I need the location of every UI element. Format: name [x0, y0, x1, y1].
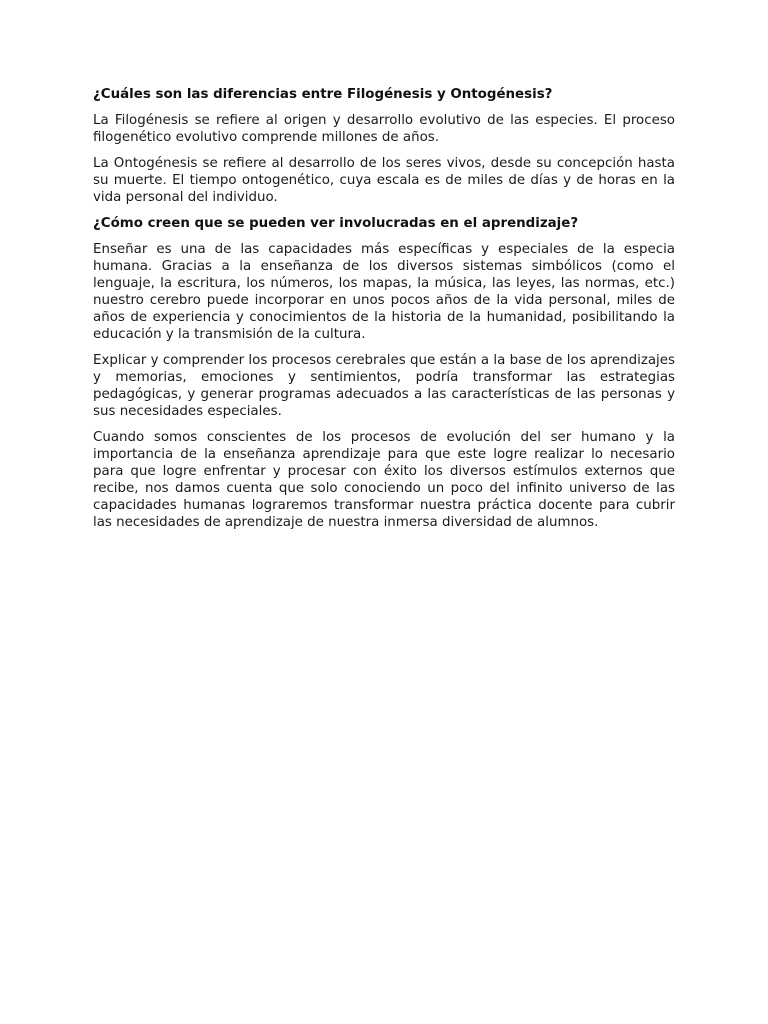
section-heading-differences: ¿Cuáles son las diferencias entre Filogénesis y Ontogénesis?: [93, 87, 553, 102]
paragraph-teaching: Enseñar es una de las capacidades más específicas y especiales de la especia humana. Gracias a la enseñanza de los diversos sistemas simbólicos (como el lenguaje, la escritura, los números, los mapas, la música, las leyes, las normas, etc.) nuestro cerebro puede incorporar en unos pocos años de la vida personal, miles de años de experiencia y conocimientos de la historia de la humanidad, posibilitando la educación y la transmisión de la cultura.: [93, 242, 675, 342]
document-body: [93, 86, 675, 540]
paragraph-brain-processes: Explicar y comprender los procesos cerebrales que están a la base de los aprendizajes y memorias, emociones y sentimientos, podría transformar las estrategias pedagógicas, y generar programas adecuados a las características de las personas y sus necesidades especiales.: [93, 353, 675, 419]
paragraph-filogenesis: La Filogénesis se refiere al origen y desarrollo evolutivo de las especies. El proceso filogenético evolutivo comprende millones de años.: [93, 113, 675, 145]
section-heading-learning: ¿Cómo creen que se pueden ver involucradas en el aprendizaje?: [93, 216, 579, 231]
paragraph-conclusion: Cuando somos conscientes de los procesos de evolución del ser humano y la importancia de la enseñanza aprendizaje para que este logre realizar lo necesario para que logre enfrentar y procesar con éxito los diversos estímulos externos que recibe, nos damos cuenta que solo conociendo un poco del infinito universo de las capacidades humanas lograremos transformar nuestra práctica docente para cubrir las necesidades de aprendizaje de nuestra inmersa diversidad de alumnos.: [93, 430, 675, 530]
paragraph-ontogenesis: La Ontogénesis se refiere al desarrollo de los seres vivos, desde su concepción hasta su muerte. El tiempo ontogenético, cuya escala es de miles de días y de horas en la vida personal del individuo.: [93, 156, 675, 205]
